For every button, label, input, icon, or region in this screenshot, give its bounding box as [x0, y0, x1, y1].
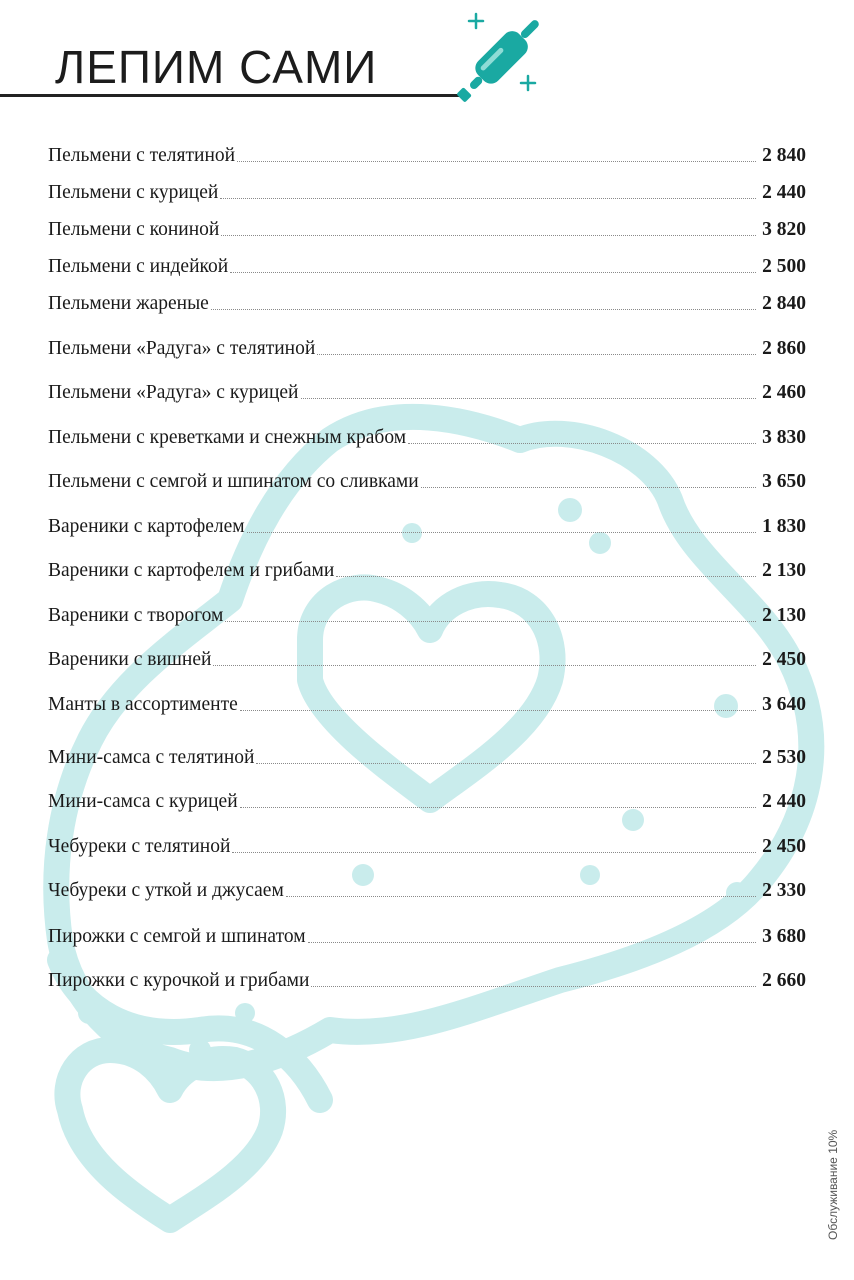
menu-item-name: Вареники с картофелем и грибами	[48, 560, 335, 581]
dot-leader	[317, 353, 756, 355]
dot-leader	[211, 308, 756, 310]
menu-item	[48, 288, 806, 316]
dot-leader	[247, 531, 757, 533]
menu-item	[48, 177, 806, 205]
menu-item	[48, 875, 806, 903]
menu-item-price: 2 440	[762, 182, 806, 203]
dot-leader	[421, 486, 756, 488]
menu-item	[48, 251, 806, 279]
service-charge-note: Обслуживание 10%	[826, 1129, 840, 1240]
menu-item-price: 3 640	[762, 694, 806, 715]
menu-item-price: 2 530	[762, 747, 806, 768]
menu-item-name: Пельмени с курицей	[48, 182, 219, 203]
dot-leader	[408, 442, 756, 444]
menu-item-price: 2 860	[762, 338, 806, 359]
menu-item-price: 3 820	[762, 219, 806, 240]
menu-item-name: Пирожки с курочкой и грибами	[48, 970, 310, 991]
dot-leader	[301, 397, 757, 399]
dot-leader	[336, 575, 756, 577]
menu-item-name: Мини-самса с курицей	[48, 791, 238, 812]
menu-item	[48, 921, 806, 949]
menu-item-name: Пельмени с индейкой	[48, 256, 229, 277]
menu-item	[48, 644, 806, 672]
dot-leader	[256, 762, 756, 764]
menu-item-price: 1 830	[762, 516, 806, 537]
dot-leader	[237, 160, 756, 162]
menu-item-price: 2 500	[762, 256, 806, 277]
dot-leader	[240, 709, 756, 711]
menu-item-price: 2 130	[762, 605, 806, 626]
menu-item-name: Пельмени «Радуга» с телятиной	[48, 338, 316, 359]
menu-item-name: Вареники с картофелем	[48, 516, 245, 537]
menu-item	[48, 377, 806, 405]
menu-item-name: Чебуреки с телятиной	[48, 836, 231, 857]
menu-item-price: 2 660	[762, 970, 806, 991]
menu-item-price: 2 450	[762, 836, 806, 857]
menu-item	[48, 689, 806, 717]
dot-leader	[240, 806, 756, 808]
dot-leader	[213, 664, 756, 666]
menu-item-name: Пельмени «Радуга» с курицей	[48, 382, 299, 403]
menu-item-name: Пельмени с кониной	[48, 219, 220, 240]
menu-item	[48, 786, 806, 814]
menu-item-price: 2 460	[762, 382, 806, 403]
dot-leader	[311, 985, 756, 987]
menu-item-price: 2 330	[762, 880, 806, 901]
menu-item-name: Мини-самса с телятиной	[48, 747, 255, 768]
rolling-pin-icon	[448, 6, 558, 102]
menu-item	[48, 214, 806, 242]
page-title: ЛЕПИМ САМИ	[55, 41, 378, 93]
menu-item-name: Чебуреки с уткой и джусаем	[48, 880, 284, 901]
menu-item-price: 3 650	[762, 471, 806, 492]
menu-item-name: Вареники с вишней	[48, 649, 212, 670]
menu-item-name: Вареники с творогом	[48, 605, 224, 626]
menu-item-name: Пельмени жареные	[48, 293, 209, 314]
dot-leader	[220, 197, 756, 199]
menu-item-price: 2 840	[762, 145, 806, 166]
menu-item-price: 3 680	[762, 926, 806, 947]
menu-item-name: Манты в ассортименте	[48, 694, 238, 715]
menu-item	[48, 466, 806, 494]
menu-item-price: 2 450	[762, 649, 806, 670]
menu-item-price: 3 830	[762, 427, 806, 448]
menu-item	[48, 555, 806, 583]
menu-item-price: 2 840	[762, 293, 806, 314]
dot-leader	[221, 234, 756, 236]
menu-item	[48, 600, 806, 628]
menu-item-price: 2 130	[762, 560, 806, 581]
menu-item	[48, 511, 806, 539]
menu-item-name: Пельмени с семгой и шпинатом со сливками	[48, 471, 419, 492]
menu-item	[48, 742, 806, 770]
menu-item	[48, 831, 806, 859]
menu-item	[48, 965, 806, 993]
menu-item-price: 2 440	[762, 791, 806, 812]
dot-leader	[225, 620, 756, 622]
title-underline	[0, 94, 470, 97]
dot-leader	[230, 271, 756, 273]
dot-leader	[308, 941, 757, 943]
dot-leader	[286, 895, 756, 897]
menu-item-name: Пельмени с телятиной	[48, 145, 236, 166]
dot-leader	[232, 851, 756, 853]
menu-item-name: Пирожки с семгой и шпинатом	[48, 926, 306, 947]
menu-item	[48, 422, 806, 450]
menu-item-name: Пельмени с креветками и снежным крабом	[48, 427, 407, 448]
menu-item	[48, 333, 806, 361]
menu-item	[48, 140, 806, 168]
